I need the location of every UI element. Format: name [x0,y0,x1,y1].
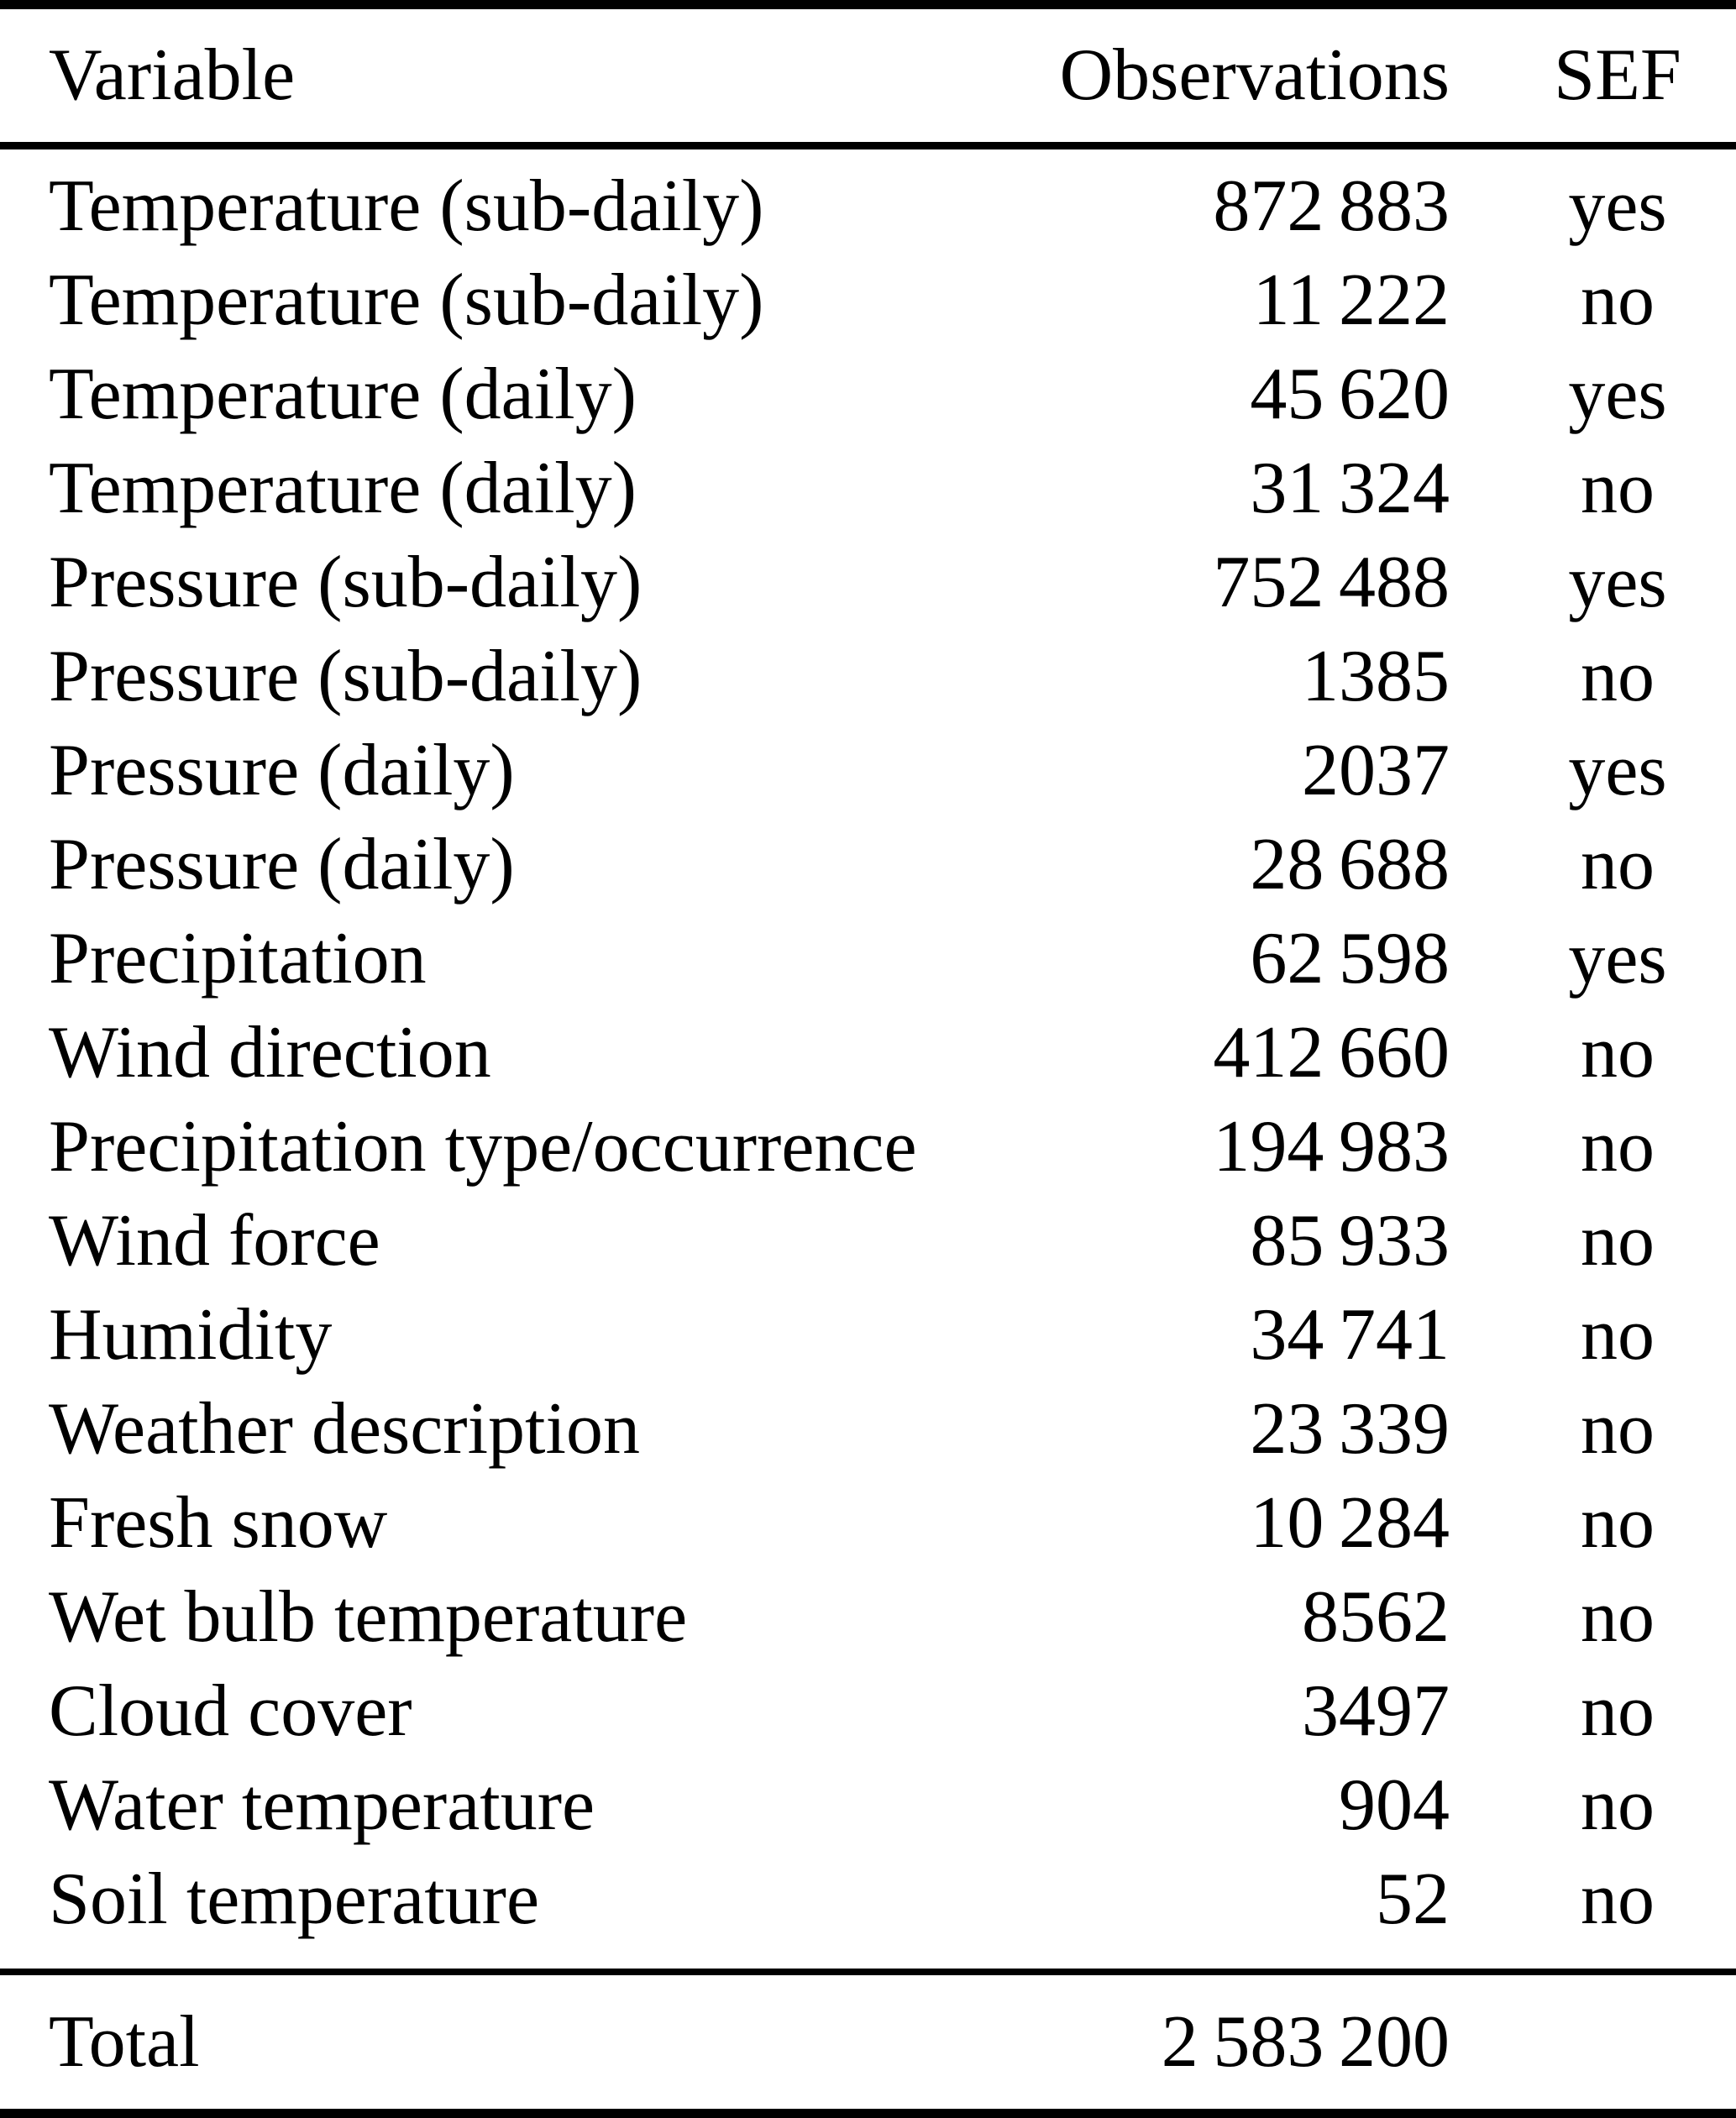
sef-cell: yes [1568,165,1667,247]
sef-cell: no [1581,1388,1655,1470]
table-row [0,1665,1736,1759]
variable-cell: Wind direction [49,1012,491,1093]
variable-cell: Humidity [49,1294,333,1376]
sef-cell: no [1581,448,1655,529]
observations-cell: 11 222 [1252,260,1450,341]
table-row [0,912,1736,1006]
observations-cell: 3497 [1302,1670,1450,1752]
table-row [0,818,1736,912]
variable-cell: Pressure (sub-daily) [49,542,642,623]
observations-cell: 8562 [1302,1576,1450,1658]
table-row [0,1382,1736,1476]
table-row [0,348,1736,442]
variable-cell: Wind force [49,1200,380,1282]
variable-cell: Temperature (sub-daily) [49,260,764,341]
observations-cell: 412 660 [1213,1012,1450,1093]
observations-cell: 52 [1376,1858,1450,1940]
variable-cell: Fresh snow [49,1482,388,1564]
table-row [0,724,1736,818]
table-row [0,1476,1736,1570]
sef-cell: yes [1568,730,1667,811]
column-header-sef: SEF [1554,34,1681,116]
observations-cell: 1385 [1302,636,1450,717]
observations-cell: 62 598 [1250,918,1450,999]
observations-cell: 752 488 [1213,542,1450,623]
table-header-rule [0,142,1736,149]
column-header-variable: Variable [49,34,296,116]
variable-cell: Pressure (daily) [49,824,515,905]
variable-cell: Weather description [49,1388,640,1470]
table-body [0,149,1736,1969]
table-row [0,1853,1736,1947]
sef-cell: no [1581,1670,1655,1752]
sef-cell: no [1581,1482,1655,1564]
table-row [0,442,1736,536]
variable-cell: Temperature (daily) [49,354,637,435]
sef-cell: no [1581,824,1655,905]
table-row [0,160,1736,254]
sef-cell: no [1581,260,1655,341]
table-row [0,1006,1736,1100]
observations-cell: 2037 [1302,730,1450,811]
table-row [0,1194,1736,1288]
table-header-row [0,9,1736,142]
observations-cell: 872 883 [1213,165,1450,247]
sef-cell: no [1581,1764,1655,1846]
column-header-observations: Observations [1059,34,1450,116]
sef-cell: no [1581,1012,1655,1093]
total-observations-cell: 2 583 200 [1161,2000,1450,2083]
observations-cell: 85 933 [1250,1200,1450,1282]
table-row [0,630,1736,724]
table-total-row [0,1975,1736,2109]
variable-cell: Pressure (daily) [49,730,515,811]
observations-cell: 31 324 [1250,448,1450,529]
sef-cell: no [1581,1106,1655,1187]
observations-cell: 45 620 [1250,354,1450,435]
table-row [0,1100,1736,1194]
variable-cell: Temperature (daily) [49,448,637,529]
observations-cell: 23 339 [1250,1388,1450,1470]
observations-cell: 10 284 [1250,1482,1450,1564]
sef-cell: no [1581,1858,1655,1940]
sef-cell: yes [1568,542,1667,623]
observations-cell: 194 983 [1213,1106,1450,1187]
table-row [0,1288,1736,1382]
sef-cell: no [1581,1576,1655,1658]
variable-cell: Temperature (sub-daily) [49,165,764,247]
sef-cell: yes [1568,354,1667,435]
variable-cell: Pressure (sub-daily) [49,636,642,717]
table-total-rule [0,1969,1736,1975]
variable-cell: Soil temperature [49,1858,540,1940]
table-row [0,254,1736,348]
variable-cell: Precipitation [49,918,427,999]
table-row [0,1570,1736,1665]
sef-cell: no [1581,636,1655,717]
variable-cell: Cloud cover [49,1670,412,1752]
sef-cell: no [1581,1294,1655,1376]
observations-cell: 28 688 [1250,824,1450,905]
total-label: Total [49,2000,200,2083]
table-row [0,1759,1736,1853]
table-row [0,536,1736,630]
table-bottom-rule [0,2109,1736,2118]
observations-cell: 904 [1339,1764,1450,1846]
table-top-rule [0,0,1736,9]
variable-cell: Precipitation type/occurrence [49,1106,917,1187]
variable-cell: Wet bulb temperature [49,1576,688,1658]
sef-cell: yes [1568,918,1667,999]
observations-cell: 34 741 [1250,1294,1450,1376]
variable-cell: Water temperature [49,1764,595,1846]
sef-cell: no [1581,1200,1655,1282]
